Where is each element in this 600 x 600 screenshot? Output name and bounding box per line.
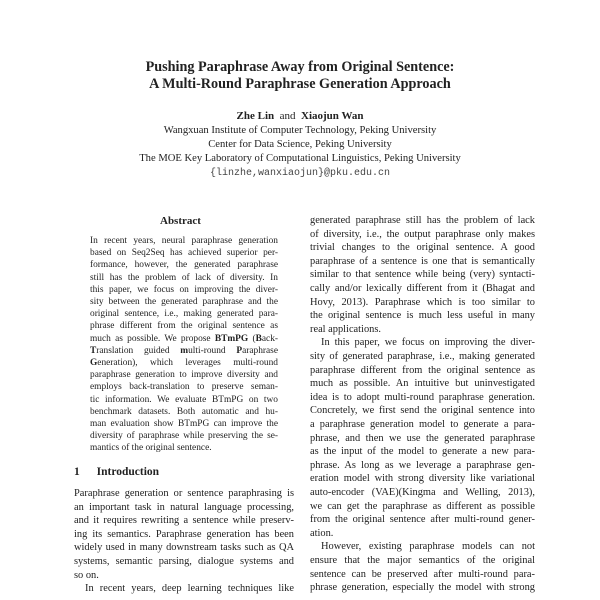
bold-text: m bbox=[180, 345, 189, 356]
text-line: phrase. As long as we leverage a paraphrase gen- bbox=[310, 459, 535, 471]
text-line: However, existing paraphrase models can not bbox=[321, 541, 535, 553]
author-conjunction: and bbox=[279, 110, 296, 122]
text-line: an important task in natural language processing, bbox=[74, 501, 294, 513]
text-segment: much as possible. We propose bbox=[90, 333, 215, 344]
text-line: similar to that sentence while being (very) syntacti- bbox=[310, 269, 535, 281]
text-line: and it requires rewriting a sentence while preserv- bbox=[74, 515, 294, 527]
text-line: eration model with strong diversity like variational bbox=[310, 473, 535, 485]
text-line: In recent years, neural paraphrase generation bbox=[90, 236, 278, 246]
bold-text: T bbox=[90, 345, 97, 356]
text-line: original sentence, i.e., making generated para- bbox=[90, 309, 278, 320]
text-line: formance, however, the generated paraphrase bbox=[90, 260, 278, 271]
text-line: trivial changes to the original sentence. A good bbox=[310, 242, 535, 254]
paper-title-line-1: Pushing Paraphrase Away from Original Sentence: bbox=[145, 59, 455, 75]
text-line: ensure that the major semantics of the original bbox=[310, 555, 535, 566]
text-line: phrase generation, especially the model with strong bbox=[310, 582, 535, 594]
text-line: from the original sentence after multi-round gener- bbox=[310, 514, 535, 526]
text-line: this paper, we focus on improving the diver- bbox=[90, 284, 278, 295]
bold-text: P bbox=[236, 345, 243, 356]
text-segment: ranslation guided bbox=[96, 345, 181, 356]
text-line: systems, semantic parsing, dialogue systems and bbox=[74, 556, 294, 567]
text-line: widely used in many downstream tasks such as QA bbox=[74, 542, 294, 554]
text-line: real applications. bbox=[310, 323, 381, 335]
author-2: Xiaojun Wan bbox=[301, 110, 364, 122]
text-line: of diversity, i.e., the output paraphrase only makes bbox=[310, 228, 535, 240]
text-segment: ulti-round bbox=[188, 345, 237, 356]
section-number: 1 bbox=[74, 466, 80, 478]
text-line: as the input of the model to generate a new para- bbox=[310, 446, 535, 458]
text-line: man evaluation show BTmPG can improve the bbox=[90, 419, 278, 429]
text-line bbox=[90, 358, 278, 368]
text-line: the original sentence is much less useful in many bbox=[310, 310, 535, 322]
text-line: phrase, and then we use the generated paraphrase bbox=[310, 432, 535, 444]
bold-text: BTmPG bbox=[214, 333, 249, 344]
text-line: In recent years, deep learning techniques like bbox=[85, 583, 294, 595]
text-line: idea is to adopt multi-round paraphrase generation. bbox=[310, 391, 535, 403]
text-line: ation. bbox=[310, 527, 334, 539]
author-1: Zhe Lin bbox=[236, 110, 275, 122]
bold-text: G bbox=[90, 358, 98, 368]
text-line: benchmark datasets. Both automatic and hu- bbox=[90, 406, 278, 417]
text-line: a paraphrase generation model to generate a para- bbox=[310, 419, 535, 430]
text-segment: ( bbox=[248, 333, 256, 344]
text-line: so on. bbox=[74, 569, 99, 581]
text-line: sentence can be preserved after multi-round para- bbox=[310, 568, 535, 580]
text-line: diversity of paraphrase while preserving the se- bbox=[90, 431, 278, 442]
text-line: generated paraphrase still has the problem of lack bbox=[310, 215, 535, 226]
abstract-heading: Abstract bbox=[160, 215, 201, 227]
text-line: Hovy, 2013). Paraphrase which is too similar to bbox=[310, 296, 535, 308]
text-line: tic information. We evaluate BTmPG on two bbox=[90, 394, 278, 405]
section-title: Introduction bbox=[96, 466, 160, 478]
text-line: paraphrase generation to improve diversity and bbox=[90, 370, 278, 381]
text-line: employs back-translation to preserve seman- bbox=[90, 382, 278, 393]
text-line: In this paper, we focus on improving the diver- bbox=[321, 337, 535, 349]
affiliation-3: The MOE Key Laboratory of Computational Linguistics, Peking University bbox=[139, 153, 461, 164]
text-line: based on Seq2Seq has achieved superior per- bbox=[90, 248, 278, 259]
text-segment: ack- bbox=[261, 333, 279, 344]
text-segment: eneration), which leverages multi-round bbox=[97, 358, 278, 368]
text-line: phrase different from the original sentence as bbox=[90, 321, 278, 332]
authors bbox=[0, 110, 600, 122]
affiliation-2: Center for Data Science, Peking University bbox=[208, 139, 392, 150]
paper-title-line-2: A Multi-Round Paraphrase Generation Approach bbox=[149, 76, 451, 92]
text-line: auto-encoder (VAE)(Kingma and Welling, 2013), bbox=[310, 487, 535, 498]
author-email: {linzhe,wanxiaojun}@pku.edu.cn bbox=[209, 168, 391, 179]
text-line: we can get the paraphrase as different as possible bbox=[310, 500, 535, 512]
text-line: sity of generated paraphrase, i.e., making generated bbox=[310, 351, 535, 362]
text-line: ing its semantics. Paraphrase generation has been bbox=[74, 528, 294, 540]
text-line: sity between the generated paraphrase and the bbox=[90, 297, 278, 307]
text-line: Paraphrase generation or sentence paraphrasing is bbox=[74, 488, 294, 499]
text-line: paraphrase different from the original sentence as bbox=[310, 364, 535, 376]
text-line: Concretely, we first send the original sentence into bbox=[310, 405, 535, 417]
bold-text: B bbox=[255, 333, 262, 344]
text-line: paraphrase of a sentence is one that is semantically bbox=[310, 255, 535, 267]
text-line bbox=[90, 334, 278, 344]
text-line: cally and/or lexically different from it (Bhagat and bbox=[310, 283, 535, 294]
section-heading-introduction bbox=[74, 466, 159, 478]
text-segment: araphrase bbox=[242, 345, 278, 356]
text-line: much as possible. An intuitive but uninvestigated bbox=[310, 378, 535, 390]
text-line bbox=[90, 346, 278, 356]
affiliation-1: Wangxuan Institute of Computer Technology, Peking University bbox=[163, 125, 437, 136]
text-line: mantics of the original sentence. bbox=[90, 443, 212, 454]
text-line: still has the problem of lack of diversity. In bbox=[90, 272, 278, 283]
